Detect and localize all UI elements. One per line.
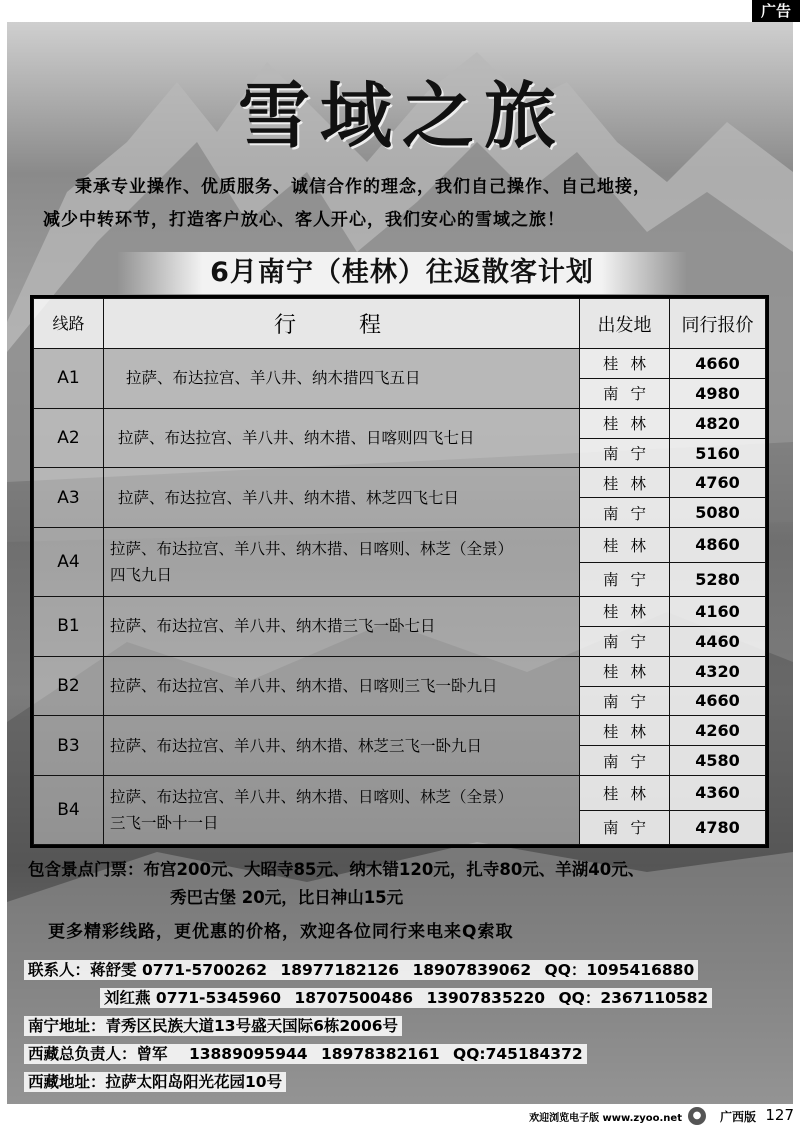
price-value: 4780	[670, 810, 766, 844]
route-code: A3	[34, 468, 104, 528]
contact-qq-label: QQ：	[558, 989, 601, 1007]
departure-city: 南宁	[580, 686, 670, 716]
route-code: A2	[34, 408, 104, 468]
contact-qq: 2367110582	[600, 989, 709, 1007]
table-header-row	[34, 299, 766, 349]
price-value: 4660	[670, 686, 766, 716]
nanning-address-line	[24, 1014, 402, 1036]
page-number: 127	[765, 1106, 794, 1124]
contact-qq: 1095416880	[586, 961, 695, 979]
tibet-address-label: 西藏地址：	[28, 1073, 106, 1091]
contact-label: 联系人：	[28, 961, 91, 979]
departure-city: 桂林	[580, 528, 670, 562]
tibet-head-qq: QQ:745184372	[453, 1045, 583, 1063]
departure-city: 桂林	[580, 596, 670, 626]
slogan-line-1: 秉承专业操作、优质服务、诚信合作的理念，我们自己操作、自己地接，	[75, 177, 651, 197]
price-value: 4980	[670, 378, 766, 408]
departure-city: 桂林	[580, 716, 670, 746]
price-value: 4820	[670, 408, 766, 438]
price-value: 5080	[670, 498, 766, 528]
departure-city: 桂林	[580, 776, 670, 810]
price-value: 4760	[670, 468, 766, 498]
route-code: A4	[34, 528, 104, 597]
price-value: 4860	[670, 528, 766, 562]
included-tickets	[28, 856, 788, 912]
contact-line-2	[100, 986, 712, 1008]
contact-line-1	[24, 958, 698, 980]
departure-city: 南宁	[580, 810, 670, 844]
route-code: B1	[34, 596, 104, 656]
tibet-head-mobile: 13889095944	[188, 1045, 308, 1063]
contact-mobile: 13907835220	[426, 989, 546, 1007]
price-value: 4260	[670, 716, 766, 746]
table-row	[34, 468, 766, 498]
route-description: 拉萨、布达拉宫、羊八井、纳木措、林芝四飞七日	[104, 468, 580, 528]
table-row	[34, 528, 766, 562]
table-row	[34, 776, 766, 810]
tibet-head-label: 西藏总负责人：	[28, 1045, 137, 1063]
table-row	[34, 656, 766, 686]
departure-city: 南宁	[580, 626, 670, 656]
slogan-line-2: 减少中转环节，打造客户放心、客人开心，我们安心的雪域之旅！	[43, 210, 565, 230]
header-departure: 出发地	[580, 299, 670, 349]
nanning-address: 青秀区民族大道13号盛天国际6栋2006号	[105, 1017, 399, 1035]
tibet-address-line	[24, 1070, 286, 1092]
departure-city: 南宁	[580, 562, 670, 596]
price-value: 4360	[670, 776, 766, 810]
itinerary-table	[30, 295, 769, 848]
route-description: 拉萨、布达拉宫、羊八井、纳木措、日喀则、林芝（全景）三飞一卧十一日	[104, 776, 580, 845]
route-description: 拉萨、布达拉宫、羊八井、纳木措、林芝三飞一卧九日	[104, 716, 580, 776]
price-value: 5160	[670, 438, 766, 468]
price-value: 4580	[670, 746, 766, 776]
ad-tag: 广告	[752, 0, 800, 22]
departure-city: 南宁	[580, 378, 670, 408]
table-row	[34, 408, 766, 438]
route-code: B4	[34, 776, 104, 845]
table-row	[34, 716, 766, 746]
contact-qq-label: QQ：	[544, 961, 587, 979]
page-footer	[0, 1104, 800, 1128]
header-price: 同行报价	[670, 299, 766, 349]
contact-phone: 0771-5700262	[141, 961, 268, 979]
route-description: 拉萨、布达拉宫、羊八井、纳木措、日喀则四飞七日	[104, 408, 580, 468]
tibet-head-name: 曾军	[136, 1045, 168, 1063]
price-value: 4660	[670, 349, 766, 379]
nanning-address-label: 南宁地址：	[28, 1017, 106, 1035]
tickets-line-1: 包含景点门票：布宫200元、大昭寺85元、纳木错120元，扎寺80元、羊湖40元、	[28, 860, 645, 879]
tibet-head-line	[24, 1042, 587, 1064]
contact-name: 刘红燕	[104, 989, 151, 1007]
header-route-code: 线路	[34, 299, 104, 349]
contact-phone: 0771-5345960	[155, 989, 281, 1007]
contact-mobile: 18977182126	[280, 961, 400, 979]
price-value: 4160	[670, 596, 766, 626]
contact-mobile: 18707500486	[294, 989, 414, 1007]
route-description: 拉萨、布达拉宫、羊八井、纳木措四飞五日	[104, 349, 580, 409]
departure-city: 桂林	[580, 656, 670, 686]
price-value: 4320	[670, 656, 766, 686]
departure-city: 桂林	[580, 408, 670, 438]
footer-edition: 广西版	[719, 1110, 756, 1124]
price-value: 4460	[670, 626, 766, 656]
contact-mobile: 18907839062	[412, 961, 532, 979]
magazine-logo-icon: ●	[688, 1107, 706, 1125]
route-description: 拉萨、布达拉宫、羊八井、纳木措、日喀则、林芝（全景）四飞九日	[104, 528, 580, 597]
plan-title: 6月南宁（桂林）往返散客计划	[117, 252, 687, 294]
route-code: B2	[34, 656, 104, 716]
footer-url: 欢迎浏览电子版 www.zyoo.net	[529, 1113, 682, 1124]
departure-city: 南宁	[580, 438, 670, 468]
price-value: 5280	[670, 562, 766, 596]
departure-city: 南宁	[580, 746, 670, 776]
table-row	[34, 596, 766, 626]
tibet-head-mobile: 18978382161	[320, 1045, 440, 1063]
route-code: B3	[34, 716, 104, 776]
route-description: 拉萨、布达拉宫、羊八井、纳木措三飞一卧七日	[104, 596, 580, 656]
departure-city: 桂林	[580, 468, 670, 498]
tickets-line-2: 秀巴古堡 20元，比日神山15元	[170, 888, 404, 907]
route-code: A1	[34, 349, 104, 409]
departure-city: 南宁	[580, 498, 670, 528]
page-title: 雪域之旅	[237, 73, 566, 158]
contact-name: 蒋舒雯	[90, 961, 137, 979]
table-row	[34, 349, 766, 379]
tibet-address: 拉萨太阳岛阳光花园10号	[105, 1073, 283, 1091]
promo-text: 更多精彩线路，更优惠的价格，欢迎各位同行来电来Q索取	[48, 922, 514, 942]
departure-city: 桂林	[580, 349, 670, 379]
route-description: 拉萨、布达拉宫、羊八井、纳木措、日喀则三飞一卧九日	[104, 656, 580, 716]
header-itinerary: 行 程	[104, 299, 580, 349]
